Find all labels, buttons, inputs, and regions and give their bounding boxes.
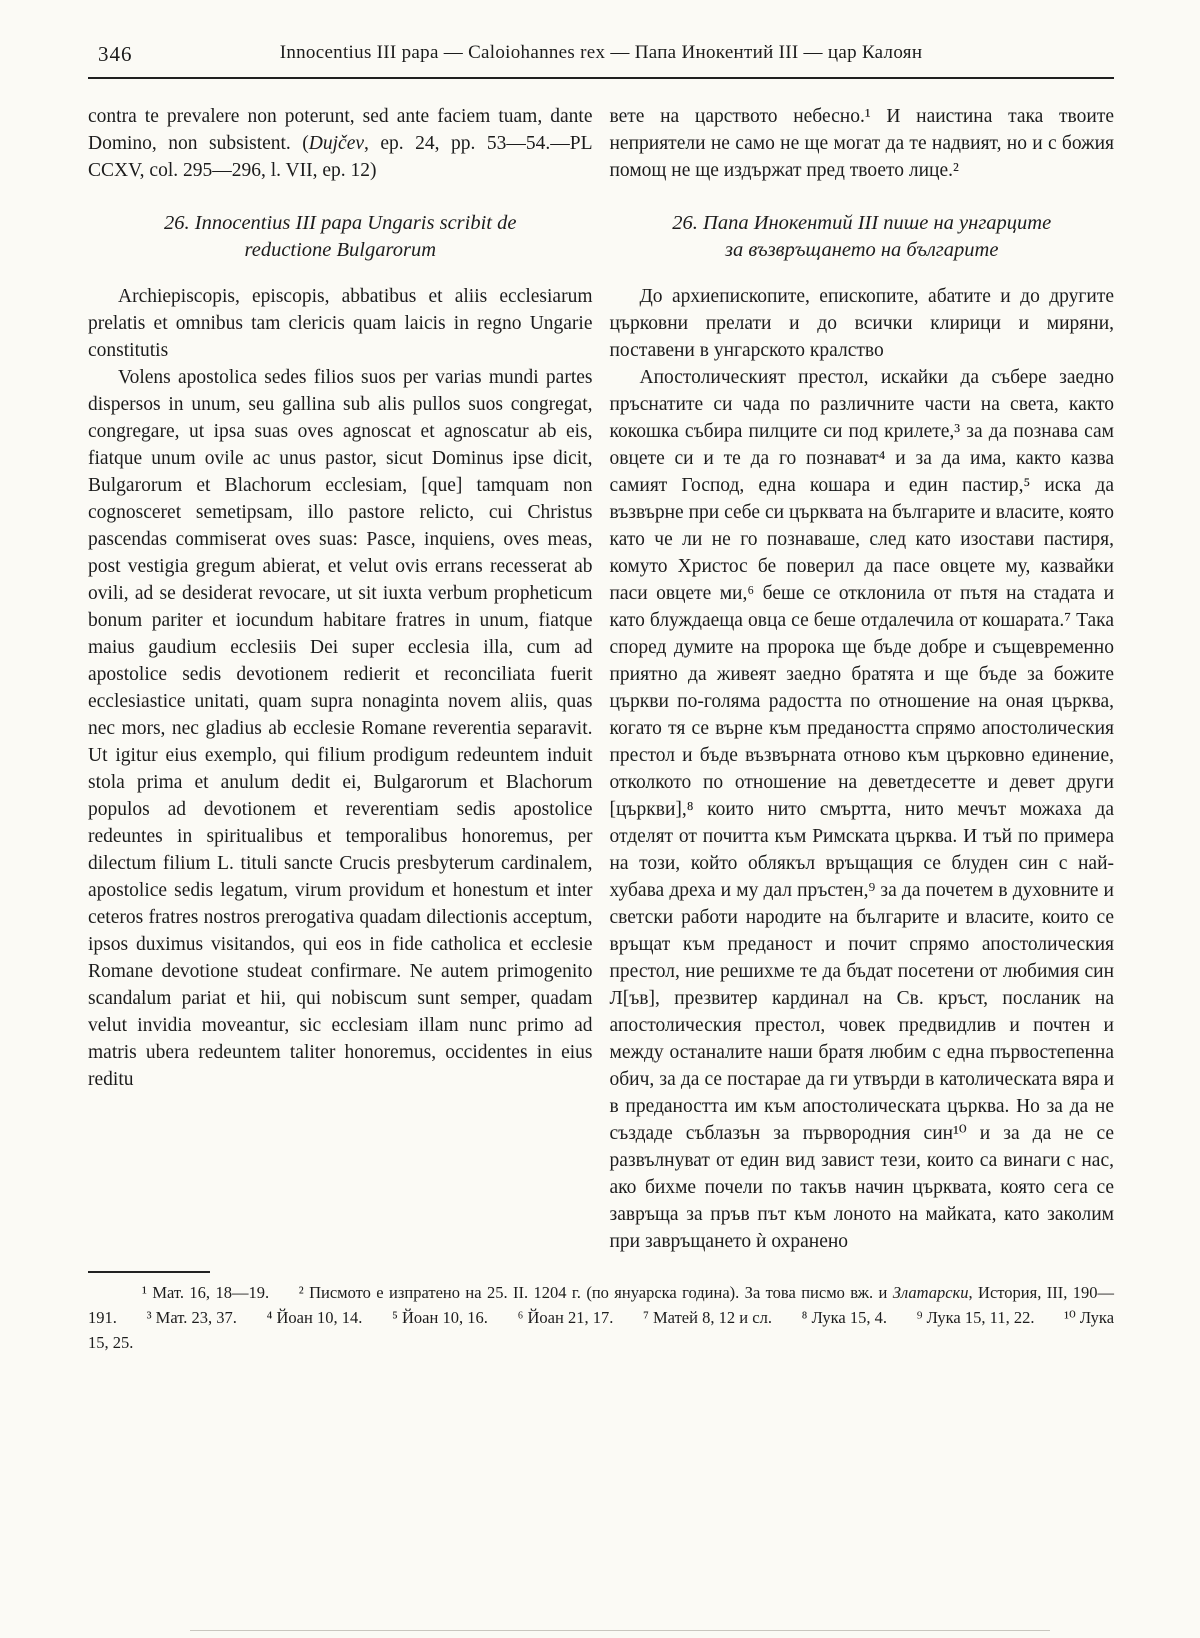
header-rule (88, 77, 1114, 79)
bulgarian-column (610, 103, 1115, 1255)
latin-body-paragraph: Volens apostolica sedes filios suos per varias mundi partes dispersos in unum, seu gallina sub alis pullos suos congregat, congregare, ut ipsa suas oves agnoscat et agnoscatur ab eis, fiatque unum ovile ac unus pastor, sicut Dominus ipse dicit, Bulgarorum et Blachorum ecclesiam, [que] tamquam non cognosceret semetipsam, illo pastore relicto, cui Christus pascendas commiserat oves suas: Pasce, inquiens, oves meas, post vestigia gregum abierat, et velut ovis errans recesserat ab ovili, ad se desiderat revocare, ut sit iuxta verbum propheticum bonum pariter et iocundum habitare fratres in unum, fiatque maius gaudium ecclesiis Dei super ecclesia illa, cum ad apostolice sedis devotionem redierit et reconciliata fuerit ecclesiastice unitati, quam supra nonaginta novem aliis, quas nec mors, nec gladius ab ecclesie Romane reverentia separavit. Ut igitur eius exemplo, qui filium prodigum redeuntem induit stola prima et anulum dedit ei, Bulgarorum et Blachorum populos ad devotionem et reverentiam sedis apostolice redeuntes in spiritualibus et temporalibus honoremus, per dilectum filium L. tituli sancte Crucis presbyterum cardinalem, apostolice sedis legatum, virum providum et honestum et inter ceteros fratres nostros prerogativa quadam dilectionis acceptum, ipsos duximus visitandos, qui eos in fide catholica et ecclesie Romane devotione studeat confirmare. Ne autem primogenito scandalum pariat et hii, qui nobiscum sunt semper, quadam velut invidia moveantur, sic ecclesiam illam nunc primo ad matris ubera redeuntem taliter honoremus, occidentes in eius reditu (88, 367, 593, 1090)
footnote-text: ⁷ Матей 8, 12 и сл. (643, 1308, 772, 1327)
latin-intro-text-post: , ep. 24, pp. 53—54.—PL CCXV, col. 295—296, l. VII, ep. 12) (88, 133, 593, 181)
running-title: Innocentius III papa — Caloiohannes rex — Папа Инокентий III — цар Калоян (279, 42, 923, 63)
footnote-text: ⁵ Йоан 10, 16. (392, 1308, 488, 1327)
footnotes (88, 1280, 1114, 1355)
footnote-text: ⁹ Лука 15, 11, 22. (916, 1308, 1035, 1327)
bulgarian-document-heading (610, 210, 1115, 264)
latin-intro-text-pre: contra te prevalere non poterunt, sed ante faciem tuam, dante Domino, non subsistent. ( (88, 106, 593, 154)
footnote-item-8 (802, 1308, 887, 1327)
footnote-italic-author: Златарски (892, 1283, 969, 1302)
footnote-item-4 (267, 1308, 363, 1327)
latin-heading-line2: reductione Bulgarorum (244, 239, 436, 261)
footnote-item-6 (518, 1308, 614, 1327)
bulgarian-intro-paragraph: вете на царството небесно.¹ И наистина така твоите неприятели не само не ще могат да те надвият, но и с божия помощ не ще издържат пред твоето лице.² (609, 106, 1114, 181)
footnote-text: ¹⁰ Лука 15, 25. (88, 1308, 1115, 1352)
footnote-text: , История, III, 190—191. (88, 1283, 1115, 1327)
footnote-text: ³ Мат. 23, 37. (146, 1308, 237, 1327)
bulgarian-body-paragraph: Апостолическият престол, искайки да събере заедно пръснатите си чада по различните части на света, както кокошка събира пилците си под крилете,³ за да познава сам овцете си и те да го познават⁴ и за да има, както казва самият Господ, една кошара и един пастир,⁵ иска да възвърне при себе си църквата на българите и власите, която като че ли не го познаваше, след като изостави пастиря, комуто Христос бе поверил да пасе овцете му, казвайки паси овцете ми,⁶ беше се отклонила от пътя на стадата и като блуждаеща овца се беше отдалечила от кошарата.⁷ Така според думите на пророка ще бъде добре и същевременно приятно да живеят заедно братята и ще бъде за божите църкви по-голяма радостта по отношение на оная църква, когато тя се върне към предаността спрямо апостолическия престол и бъде възвърната отново към църковно единение, отколкото по отношение на деветдесетте и девет други [църкви],⁸ които нито смъртта, нито мечът можаха да отделят от почитта към Римската църква. И тъй по примера на този, който облякъл връщащия се блуден син с най-хубава дреха и му дал пръстен,⁹ за да почетем в духовните и светски работи народите на българите и власите, които се връщат към преданост и почит спрямо апостолическия престол, ние решихме те да бъдат посетени от любимия син Л[ъв], презвитер кардинал на Св. кръст, посланик на апостолическия престол, човек предвидлив и почтен и между останалите наши братя любим с една първостепенна обич, за да се постарае да ги утвърди в католическата вяра и в предаността им към апостолическата църква. Но за да не създаде съблазън за първородния син¹⁰ и за да не се развълнуват от един вид завист тези, които са винаги с нас, ако бихме почели по такъв начин църквата, която сега се завръща за пръв път към лоното на майката, като заколим при завръщането ѝ охранено (609, 367, 1114, 1252)
footnote-text: ⁸ Лука 15, 4. (801, 1308, 888, 1327)
footnote-area (88, 1271, 1114, 1355)
footnote-item-3 (147, 1308, 237, 1327)
latin-column (88, 103, 593, 1255)
latin-heading-line1: 26. Innocentius III papa Ungaris scribit de (164, 212, 517, 234)
footnote-item-9 (917, 1308, 1035, 1327)
page-bottom-scan-line (190, 1630, 1050, 1631)
footnote-text: ¹ Мат. 16, 18—19. (142, 1283, 270, 1302)
footnote-text: ⁶ Йоан 21, 17. (517, 1308, 614, 1327)
footnote-text: ⁴ Йоан 10, 14. (266, 1308, 363, 1327)
footnote-item-1 (142, 1283, 269, 1302)
latin-intro-paragraph (88, 103, 593, 184)
bulgarian-heading-line2: за възвръщането на българите (725, 239, 999, 261)
latin-address-paragraph: Archiepiscopis, episcopis, abbatibus et aliis ecclesiarum prelatis et omnibus tam clericis quam laicis in regno Ungarie constitutis (88, 286, 593, 361)
latin-intro-citation-author: Dujčev (308, 133, 365, 154)
page-number: 346 (98, 42, 133, 66)
bulgarian-heading-line1: 26. Папа Инокентий III пише на унгарците (672, 212, 1052, 234)
bulgarian-address-paragraph: До архиепископите, епископите, абатите и до другите църковни прелати и до всички клирици и миряни, поставени в унгарското кралство (609, 286, 1114, 361)
footnote-rule (88, 1271, 210, 1273)
footnote-text: ² Писмото е изпратено на 25. II. 1204 г. (по януарска година). За това писмо вж. и (298, 1283, 893, 1302)
footnote-item-5 (392, 1308, 488, 1327)
two-column-text (88, 103, 1114, 1255)
page-header (88, 42, 1114, 68)
footnote-item-7 (643, 1308, 772, 1327)
latin-document-heading (88, 210, 593, 264)
